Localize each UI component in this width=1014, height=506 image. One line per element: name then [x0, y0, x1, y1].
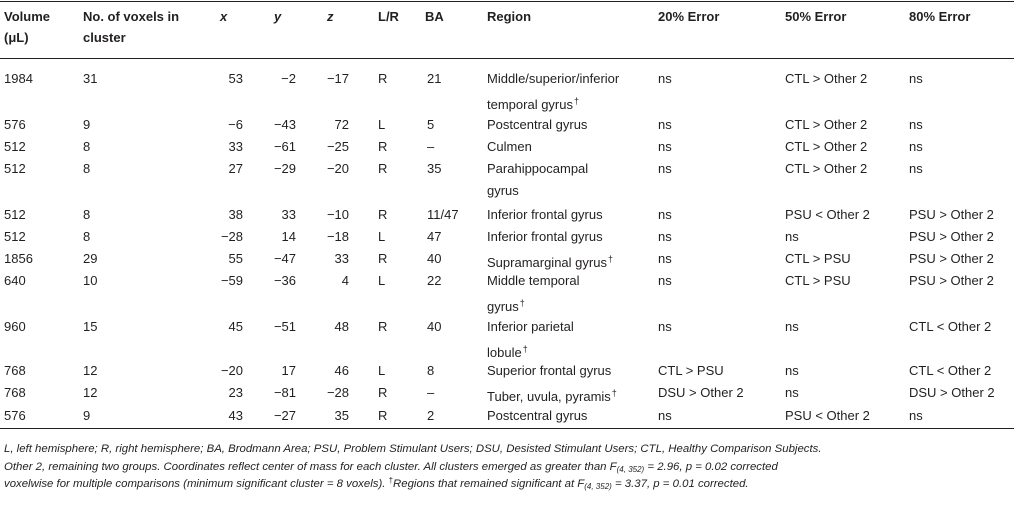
cell-y: −61	[273, 139, 296, 154]
cell-ba: 47	[427, 229, 442, 244]
region-line	[487, 114, 587, 136]
cell-z: 72	[334, 117, 349, 132]
cell-region	[487, 204, 603, 226]
cell-error-20: ns	[658, 139, 672, 154]
cell-error-50: CTL > Other 2	[785, 161, 868, 176]
region-text: temporal gyrus	[487, 97, 573, 112]
cell-x: 55	[228, 251, 243, 266]
region-text: Tuber, uvula, pyramis	[487, 389, 611, 404]
cell-lr: R	[378, 251, 388, 266]
cell-voxels: 12	[83, 363, 98, 378]
header-volume-line2: (μL)	[4, 30, 29, 45]
cell-lr: L	[378, 117, 386, 132]
cell-error-50: ns	[785, 363, 799, 378]
cell-error-80: ns	[909, 161, 923, 176]
cell-error-80: DSU > Other 2	[909, 385, 995, 400]
cell-error-20: ns	[658, 251, 672, 266]
cell-y: −29	[273, 161, 296, 176]
cell-volume: 512	[4, 161, 26, 176]
cell-lr: R	[378, 161, 388, 176]
header-y: y	[274, 9, 282, 24]
cell-x: −28	[220, 229, 243, 244]
cell-error-20: DSU > Other 2	[658, 385, 744, 400]
cell-x: 27	[228, 161, 243, 176]
cell-z: −18	[326, 229, 349, 244]
region-text: Inferior frontal gyrus	[487, 229, 603, 244]
region-line	[487, 316, 574, 338]
cell-error-80: ns	[909, 71, 923, 86]
cell-error-80: PSU > Other 2	[909, 251, 994, 266]
cell-volume: 512	[4, 229, 26, 244]
region-text: gyrus	[487, 183, 519, 198]
region-line	[487, 270, 580, 292]
dagger-mark: †	[519, 298, 525, 308]
cell-error-20: ns	[658, 319, 672, 334]
table-header	[0, 6, 1014, 56]
cell-z: 4	[341, 273, 349, 288]
cell-voxels: 9	[83, 408, 91, 423]
cell-ba: 35	[427, 161, 442, 176]
cell-volume: 640	[4, 273, 26, 288]
header-voxels	[83, 6, 179, 48]
cell-lr: L	[378, 363, 386, 378]
cell-voxels: 8	[83, 229, 91, 244]
cell-region	[487, 68, 619, 116]
region-text: Middle temporal	[487, 273, 580, 288]
region-line	[487, 405, 587, 427]
cell-ba: –	[427, 139, 435, 154]
cell-region	[487, 360, 611, 382]
header-z: z	[327, 9, 334, 24]
cell-x: 43	[228, 408, 243, 423]
footnote-text: Other 2, remaining two groups. Coordinates reflect center of mass for each cluster. All clusters emerged as greater than F	[4, 460, 617, 473]
cell-volume: 512	[4, 139, 26, 154]
region-line	[487, 136, 532, 158]
header-region: Region	[487, 9, 532, 24]
cell-voxels: 15	[83, 319, 98, 334]
cell-z: −25	[326, 139, 349, 154]
cell-voxels: 31	[83, 71, 98, 86]
cell-error-20: ns	[658, 408, 672, 423]
cell-volume: 960	[4, 319, 26, 334]
table-top-rule	[0, 1, 1014, 2]
cell-error-50: CTL > PSU	[785, 273, 851, 288]
dagger-mark: †	[607, 254, 613, 264]
region-text: Middle/superior/inferior	[487, 71, 620, 86]
cell-lr: L	[378, 273, 386, 288]
dagger-mark: †	[611, 388, 617, 398]
cell-volume: 576	[4, 408, 26, 423]
cell-volume: 1984	[4, 71, 33, 86]
header-error-80: 80% Error	[909, 9, 971, 24]
cell-ba: 40	[427, 251, 442, 266]
cell-ba: 5	[427, 117, 435, 132]
cell-ba: 40	[427, 319, 442, 334]
cell-error-80: CTL < Other 2	[909, 319, 992, 334]
region-line	[487, 68, 619, 90]
cell-x: −6	[228, 117, 243, 132]
cell-ba: 11/47	[427, 207, 459, 222]
cell-lr: L	[378, 229, 386, 244]
region-line	[487, 90, 619, 116]
cell-error-20: ns	[658, 229, 672, 244]
footnote-line-3	[4, 476, 1010, 494]
cell-voxels: 10	[83, 273, 98, 288]
cell-region	[487, 136, 532, 158]
cell-x: −59	[220, 273, 243, 288]
footnote-subscript: (4, 352)	[616, 464, 645, 474]
region-text: lobule	[487, 345, 522, 360]
region-text: Postcentral gyrus	[487, 408, 588, 423]
region-line	[487, 292, 580, 318]
cell-z: 48	[334, 319, 349, 334]
cell-y: 17	[281, 363, 296, 378]
cell-error-20: ns	[658, 161, 672, 176]
cell-error-50: PSU < Other 2	[785, 207, 870, 222]
footnote-text: L, left hemisphere; R, right hemisphere; BA, Brodmann Area; PSU, Problem Stimulant Users; DSU, Desisted Stimulant Users; CTL, Healthy Comparison Subjects.	[4, 443, 822, 455]
header-x: x	[220, 9, 228, 24]
cell-voxels: 8	[83, 207, 91, 222]
table-bottom-rule	[0, 428, 1014, 429]
cell-region	[487, 158, 588, 202]
footnote-text: Regions that remained significant at F	[393, 478, 585, 490]
cell-x: 33	[228, 139, 243, 154]
cell-error-50: CTL > Other 2	[785, 71, 868, 86]
footnote-line-2	[4, 459, 1010, 477]
cell-y: −43	[273, 117, 296, 132]
cell-z: −10	[326, 207, 349, 222]
cell-lr: R	[378, 207, 388, 222]
cell-error-50: ns	[785, 319, 799, 334]
header-ba: BA	[425, 9, 444, 24]
footnote-text: voxelwise for multiple comparisons (minimum significant cluster = 8 voxels).	[4, 478, 389, 490]
cell-z: −17	[326, 71, 349, 86]
cell-lr: R	[378, 139, 388, 154]
header-error-50: 50% Error	[785, 9, 847, 24]
cell-x: 45	[228, 319, 243, 334]
footnote-line-1	[4, 441, 1010, 459]
cell-ba: 21	[427, 71, 442, 86]
footnote-subscript: (4, 352)	[584, 482, 612, 491]
region-line	[487, 204, 603, 226]
cell-y: −36	[273, 273, 296, 288]
region-line	[487, 158, 588, 180]
cell-error-80: CTL < Other 2	[909, 363, 992, 378]
header-volume	[4, 6, 50, 48]
cell-lr: R	[378, 71, 388, 86]
header-lr: L/R	[378, 9, 399, 24]
cell-y: −51	[273, 319, 296, 334]
cell-y: −2	[281, 71, 296, 86]
cell-voxels: 29	[83, 251, 98, 266]
cell-z: −20	[326, 161, 349, 176]
cell-x: −20	[220, 363, 243, 378]
header-voxels-line1: No. of voxels in	[83, 9, 180, 24]
cell-x: 23	[228, 385, 243, 400]
cell-ba: –	[427, 385, 435, 400]
cell-y: −81	[273, 385, 296, 400]
cell-voxels: 8	[83, 139, 91, 154]
cell-volume: 768	[4, 363, 26, 378]
cell-lr: R	[378, 319, 388, 334]
cell-region	[487, 226, 603, 248]
table-footnote	[4, 441, 1010, 494]
cell-y: −47	[273, 251, 296, 266]
region-text: Supramarginal gyrus	[487, 255, 607, 270]
header-volume-line1: Volume	[4, 9, 50, 24]
cell-ba: 2	[427, 408, 435, 423]
region-text: gyrus	[487, 299, 519, 314]
cell-x: 53	[228, 71, 243, 86]
cell-y: 14	[281, 229, 296, 244]
cell-ba: 22	[427, 273, 442, 288]
cell-error-50: ns	[785, 385, 799, 400]
footnote-text: = 3.37, p = 0.01 corrected.	[611, 478, 749, 490]
region-line	[487, 180, 588, 202]
cell-region	[487, 405, 587, 427]
region-text: Inferior frontal gyrus	[487, 207, 603, 222]
region-line	[487, 226, 603, 248]
cell-error-20: ns	[658, 71, 672, 86]
cell-error-80: PSU > Other 2	[909, 273, 994, 288]
cell-volume: 576	[4, 117, 26, 132]
cell-error-20: ns	[658, 207, 672, 222]
region-text: Superior frontal gyrus	[487, 363, 612, 378]
cell-voxels: 8	[83, 161, 91, 176]
cell-y: 33	[281, 207, 296, 222]
cell-error-80: ns	[909, 139, 923, 154]
table-header-rule	[0, 58, 1014, 59]
dagger-mark: †	[522, 344, 528, 354]
cell-y: −27	[273, 408, 296, 423]
cell-lr: R	[378, 385, 388, 400]
cell-z: 33	[334, 251, 349, 266]
cell-voxels: 9	[83, 117, 91, 132]
cell-region	[487, 270, 580, 318]
cell-z: −28	[326, 385, 349, 400]
cell-region	[487, 316, 574, 364]
dagger-mark: †	[388, 476, 394, 485]
cell-error-80: PSU > Other 2	[909, 207, 994, 222]
cell-error-80: PSU > Other 2	[909, 229, 994, 244]
cell-error-80: ns	[909, 117, 923, 132]
cell-error-20: CTL > PSU	[658, 363, 724, 378]
dagger-mark: †	[573, 96, 579, 106]
cell-z: 35	[334, 408, 349, 423]
cell-error-50: CTL > Other 2	[785, 117, 868, 132]
cell-volume: 512	[4, 207, 26, 222]
cell-volume: 768	[4, 385, 26, 400]
header-error-20: 20% Error	[658, 9, 720, 24]
cell-z: 46	[334, 363, 349, 378]
region-text: Postcentral gyrus	[487, 117, 588, 132]
cell-voxels: 12	[83, 385, 98, 400]
cell-error-50: CTL > Other 2	[785, 139, 868, 154]
cell-error-50: CTL > PSU	[785, 251, 851, 266]
cell-error-80: ns	[909, 408, 923, 423]
cell-volume: 1856	[4, 251, 33, 266]
region-text: Parahippocampal	[487, 161, 589, 176]
footnote-text: = 2.96, p = 0.02 corrected	[644, 460, 778, 473]
cell-ba: 8	[427, 363, 435, 378]
header-voxels-line2: cluster	[83, 30, 126, 45]
cell-error-20: ns	[658, 117, 672, 132]
cell-error-50: ns	[785, 229, 799, 244]
region-text: Inferior parietal	[487, 319, 574, 334]
cell-lr: R	[378, 408, 388, 423]
region-line	[487, 360, 611, 382]
cell-error-50: PSU < Other 2	[785, 408, 870, 423]
cell-error-20: ns	[658, 273, 672, 288]
region-text: Culmen	[487, 139, 532, 154]
cell-region	[487, 114, 587, 136]
cell-x: 38	[228, 207, 243, 222]
